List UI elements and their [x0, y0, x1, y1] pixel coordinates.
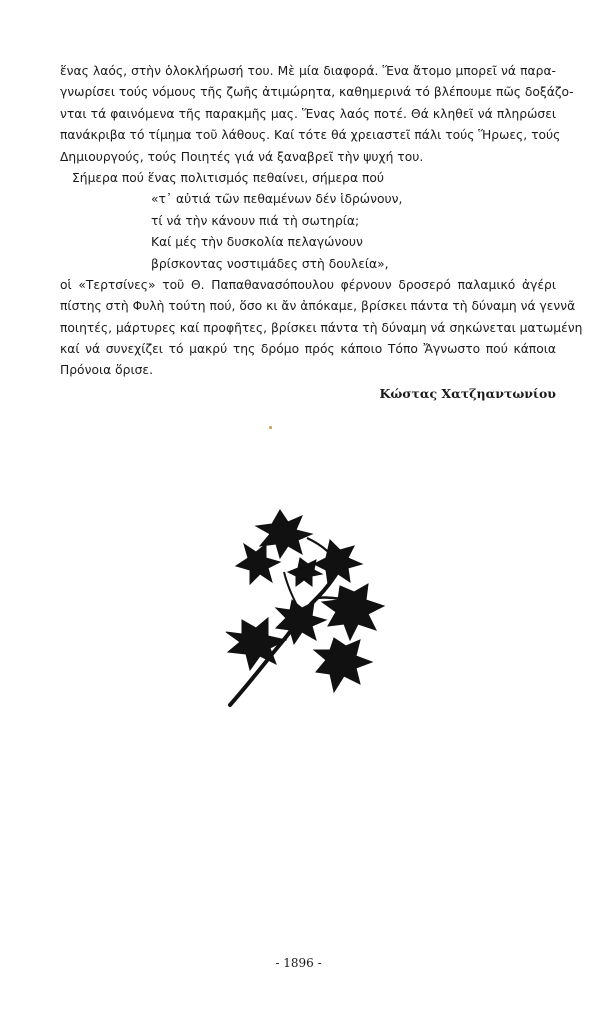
text-line: ἕνας λαός, στὴν ὁλοκλήρωσή του. Μὲ μία διαφορά. Ἕνα ἄτομο μπορεῖ νά παρα- [60, 64, 556, 78]
verse-line: «τ᾽ αὐτιά τῶν πεθαμένων δέν ἱδρώνουν, [151, 192, 403, 207]
verse-line: βρίσκοντας νοστιμάδες στὴ δουλεία», [151, 256, 389, 271]
verse-line: Καί μές τὴν δυσκολία πελαγώνουν [151, 235, 363, 250]
essay-body [60, 61, 583, 382]
text-line: πίστης στὴ Φυλὴ τούτη πού, ὅσο κι ἄν ἀπόκαμε, βρίσκει πάντα τὴ δύναμη νά γεννᾶ [60, 299, 576, 314]
author-signature: Κώστας Χατζηαντωνίου [379, 386, 556, 401]
paper-speck [269, 426, 272, 429]
verse-line: τί νά τὴν κάνουν πιά τὴ σωτηρία; [151, 213, 360, 228]
text-line: νται τά φαινόμενα τῆς παρακμῆς μας. Ἕνας λαός ποτέ. Θά κληθεῖ νά πληρώσει [60, 106, 556, 121]
text-line: ποιητές, μάρτυρες καί προφῆτες, βρίσκει πάντα τὴ δύναμη νά σηκώνεται ματωμένη [60, 320, 583, 335]
page-number: - 1896 - [275, 956, 322, 970]
text-line: Δημιουργούς, τούς Ποιητές γιά νά ξαναβρεῖ τὴν ψυχή του. [60, 149, 424, 164]
text-line: πανάκριβα τό τίμημα τοῦ λάθους. Καί τότε θά χρειαστεῖ πάλι τούς Ἥρωες, τούς [60, 128, 561, 143]
text-line: οἱ «Τερτσίνες» τοῦ Θ. Παπαθανασόπουλου φέρνουν δροσερό παλαμικό ἀγέρι [60, 277, 556, 292]
leaf-branch-illustration [222, 500, 392, 710]
text-line: γνωρίσει τούς νόμους τῆς ζωῆς ἀτιμώρητα, καθημερινά τό βλέπουμε πῶς δοξάζο- [60, 85, 574, 100]
text-line: Σήμερα πού ἕνας πολιτισμός πεθαίνει, σήμερα πού [72, 170, 385, 185]
text-line: καί νά συνεχίζει τό μακρύ της δρόμο πρός κάποιο Τόπο Ἄγνωστο πού κάποια [60, 342, 556, 357]
text-line: Πρόνοια ὅρισε. [60, 363, 153, 378]
